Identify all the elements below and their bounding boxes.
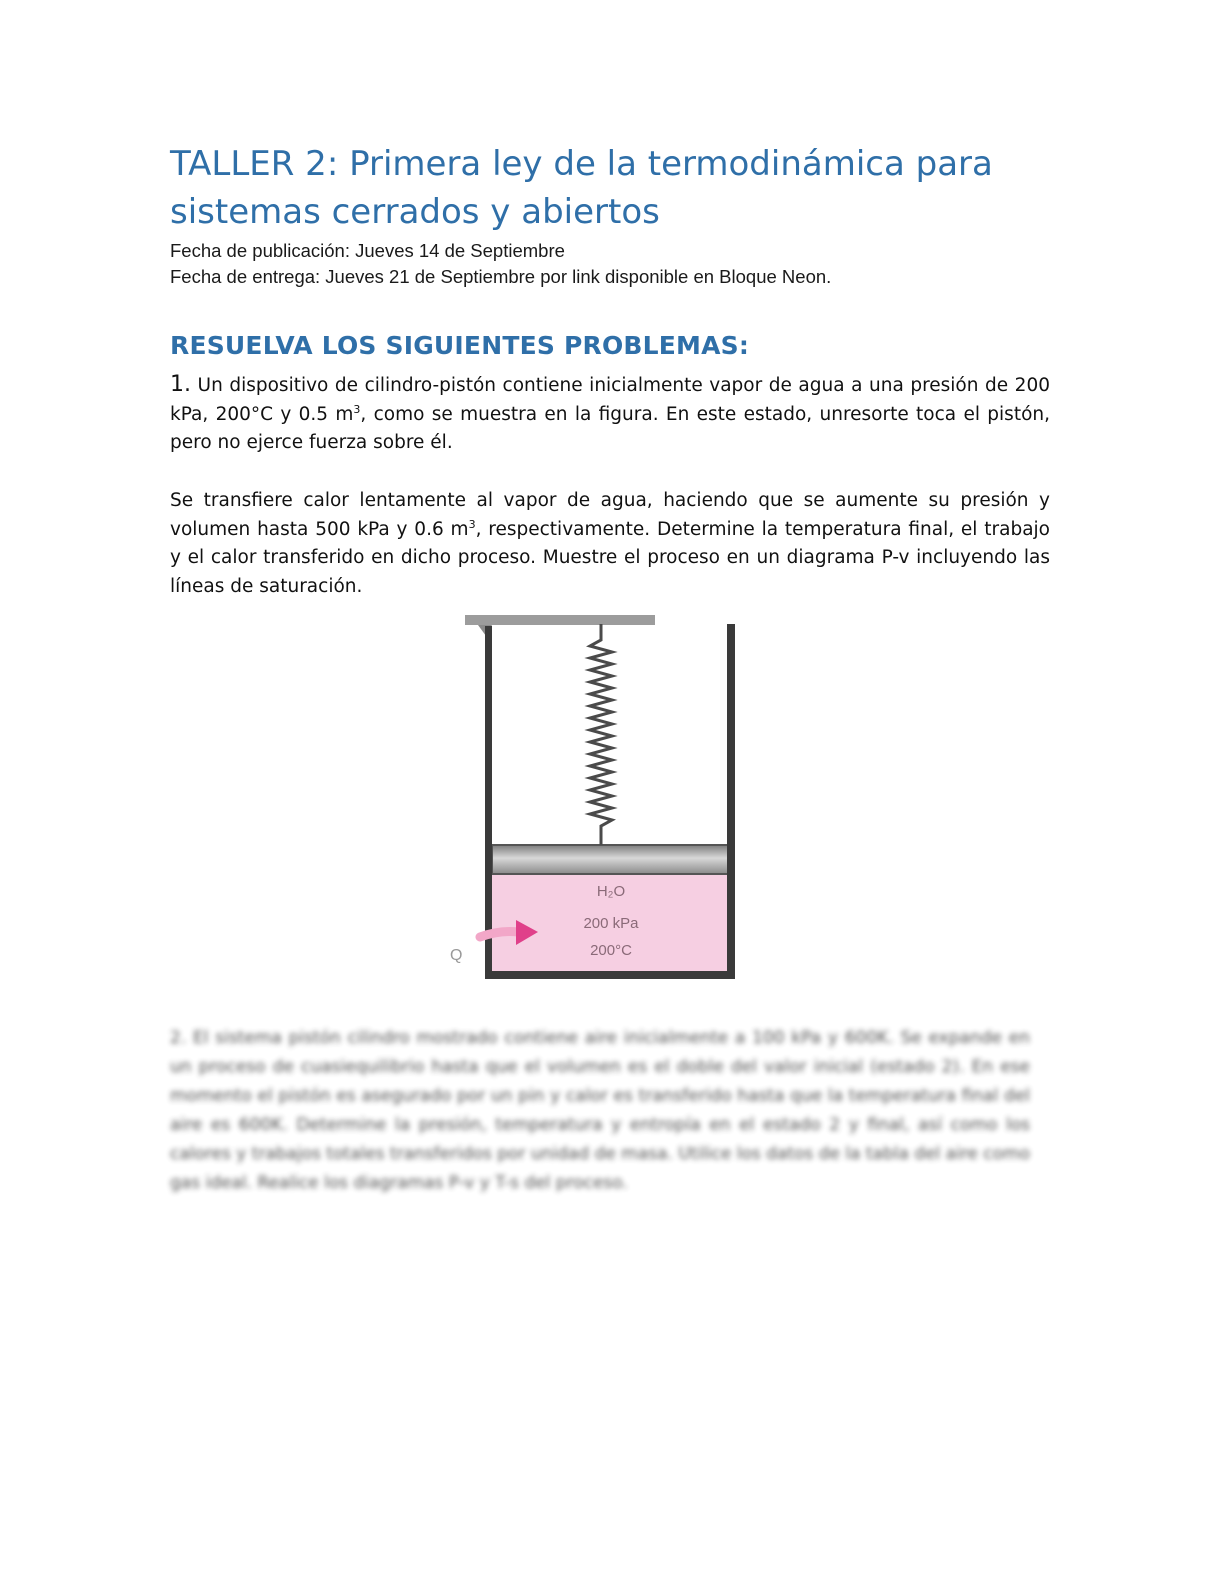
spring — [590, 624, 612, 845]
problem-1-continuation — [170, 487, 1050, 601]
spring-support-bar — [465, 615, 655, 625]
problem-1-number: 1. — [170, 372, 191, 397]
problem-1-superscript: 3 — [353, 402, 361, 416]
heat-label: Q — [450, 947, 463, 964]
problem-2-statement: 2. El sistema pistón cilindro mostrado contiene aire inicialmente a 100 kPa y 600K. Se expande en un proceso de cuasiequilibrio hasta que el volumen es el doble del valor inicial (estado 2). En ese momento el pistón es asegurado por un pin y calor es transferido hasta que la temperatura final del aire es 600K. Determine la presión, temperatura y entropía en el estado 2 y final, así como los calores y trabajos totales transferidos por unidad de masa. Utilice los datos de la tabla del aire como gas ideal. Realice los diagramas P-v y T-s del proceso. — [170, 1028, 1030, 1193]
problem-1-text-a: Un dispositivo de cilindro-pistón contiene inicialmente vapor de agua a una presión de 200 kPa, 200°C y 0.5 m — [170, 375, 1050, 425]
piston — [492, 845, 730, 874]
gas-label-substance: H₂O — [596, 883, 626, 900]
publication-date: Fecha de publicación: Jueves 14 de Septiembre — [170, 240, 565, 261]
problem-1-cont-text-a: Se transfiere calor lentamente al vapor de agua, haciendo que se aumente su presión y volumen hasta 500 kPa y 0.6 m — [170, 490, 1050, 540]
piston-cylinder-diagram — [430, 612, 750, 987]
problem-1-statement — [170, 371, 1050, 458]
problem-1-cont-superscript: 3 — [468, 517, 476, 531]
problem-1-text-b: , como se muestra en la figura. En este estado, unresorte toca el pistón, pero no ejerce fuerza sobre él. — [170, 403, 1050, 453]
section-heading: RESUELVA LOS SIGUIENTES PROBLEMAS: — [170, 331, 750, 360]
delivery-date: Fecha de entrega: Jueves 21 de Septiembre por link disponible en Bloque Neon. — [170, 266, 832, 287]
cylinder-bottom — [485, 971, 735, 979]
piston-cylinder-figure — [430, 612, 750, 987]
cylinder-left-wall — [485, 626, 492, 978]
problem-1-cont-text-b: , respectivamente. Determine la temperatura final, el trabajo y el calor transferido en dicho proceso. Muestre el proceso en un diagrama P-v incluyendo las líneas de saturación. — [170, 518, 1050, 597]
gas-label-temperature: 200°C — [590, 942, 632, 959]
gas-label-pressure: 200 kPa — [583, 915, 639, 932]
cylinder-right-wall — [727, 624, 735, 978]
document-title: TALLER 2: Primera ley de la termodinámica para sistemas cerrados y abiertos — [170, 144, 993, 232]
